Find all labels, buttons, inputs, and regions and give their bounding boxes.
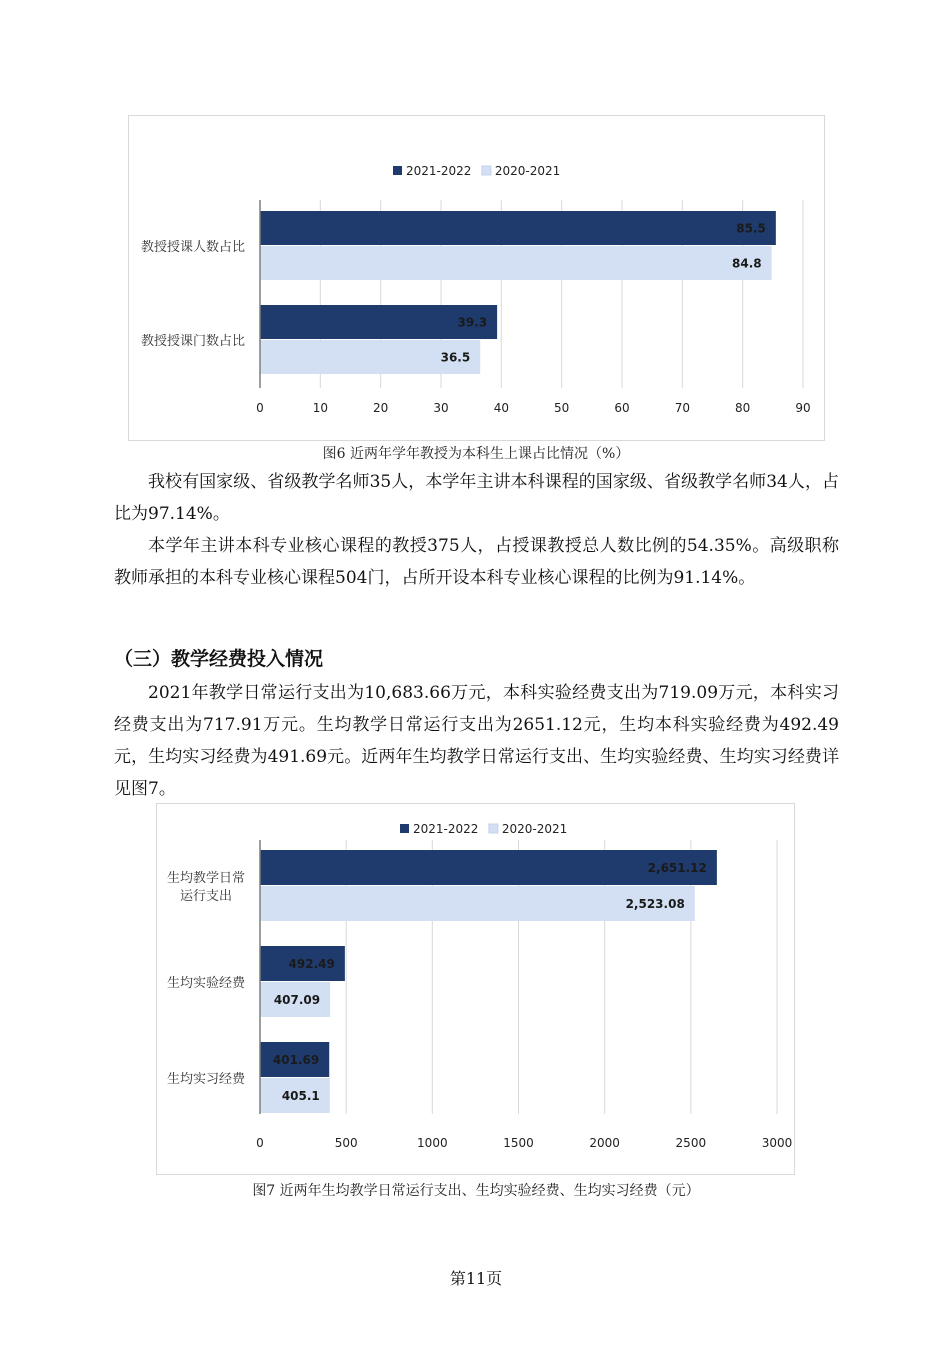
x-tick-label: 60: [614, 401, 630, 415]
x-tick-label: 40: [493, 401, 509, 415]
x-tick-label: 3000: [761, 1136, 793, 1150]
x-tick-label: 500: [334, 1136, 358, 1150]
legend-swatch: [393, 166, 402, 175]
legend-label: 2021-2022: [413, 822, 479, 836]
x-tick-label: 1500: [503, 1136, 534, 1150]
x-tick-label: 2000: [589, 1136, 620, 1150]
legend-swatch: [489, 824, 498, 833]
legend-label: 2020-2021: [501, 822, 568, 836]
x-tick-label: 20: [373, 401, 389, 415]
category-label: 教授授课人数占比: [140, 240, 246, 255]
x-tick-label: 10: [312, 401, 328, 415]
category-label: 生均实验经费: [166, 976, 246, 991]
figure-6-svg: [129, 116, 824, 440]
x-tick-label: 2500: [675, 1136, 707, 1150]
data-label: 85.5: [736, 221, 766, 236]
legend-label: 2020-2021: [494, 164, 561, 178]
legend-label: 2021-2022: [406, 164, 472, 178]
x-tick-label: 90: [795, 401, 811, 415]
figure-7-caption: 图7 近两年生均教学日常运行支出、生均实验经费、生均实习经费（元）: [252, 1183, 700, 1199]
figure-7-svg: [157, 804, 794, 1174]
legend-swatch: [482, 166, 491, 175]
figure-6-chart: [128, 115, 825, 441]
data-label: 405.1: [281, 1089, 320, 1103]
data-label: 2,651.12: [647, 861, 707, 875]
paragraph-block-2: [114, 677, 839, 805]
paragraph-core-courses: 本学年主讲本科专业核心课程的教授375人，占授课教授总人数比例的54.35%。高级职称教师承担的本科专业核心课程504门，占所开设本科专业核心课程的比例为91.14%。: [114, 536, 839, 588]
paragraph-teachers: 我校有国家级、省级教学名师35人，本学年主讲本科课程的国家级、省级教学名师34人，占比为97.14%。: [114, 472, 839, 524]
x-tick-label: 0: [256, 1136, 264, 1150]
bar-previous: [260, 246, 772, 280]
data-label: 401.69: [272, 1053, 320, 1067]
x-tick-label: 1000: [417, 1136, 448, 1150]
paragraph-block-1: [114, 466, 839, 594]
x-tick-label: 80: [735, 401, 751, 415]
figure-7-chart: [156, 803, 795, 1175]
category-label: 运行支出: [179, 889, 233, 904]
x-tick-label: 30: [433, 401, 449, 415]
category-label: 教授授课门数占比: [140, 334, 246, 349]
bar-current: [260, 211, 776, 245]
legend-swatch: [400, 824, 409, 833]
data-label: 84.8: [732, 256, 762, 271]
data-label: 407.09: [273, 993, 321, 1007]
category-label: 生均实习经费: [166, 1072, 246, 1087]
section-title: （三）教学经费投入情况: [114, 648, 324, 670]
category-label: 生均教学日常: [166, 871, 246, 886]
data-label: 492.49: [288, 957, 335, 971]
data-label: 36.5: [440, 350, 471, 365]
data-label: 39.3: [457, 315, 488, 330]
data-label: 2,523.08: [625, 897, 685, 911]
x-tick-label: 0: [256, 401, 264, 415]
figure-6-caption: 图6 近两年学年教授为本科生上课占比情况（%）: [322, 446, 630, 462]
page-number: 第11页: [449, 1269, 503, 1288]
paragraph-funding: 2021年教学日常运行支出为10,683.66万元，本科实验经费支出为719.09万元，本科实习经费支出为717.91万元。生均教学日常运行支出为2651.12元，生均本科实验经费为492.49元，生均实习经费为491.69元。近两年生均教学日常运行支出、生均实验经费、生均实习经费详见图7。: [114, 683, 839, 799]
x-tick-label: 70: [674, 401, 690, 415]
x-tick-label: 50: [554, 401, 570, 415]
